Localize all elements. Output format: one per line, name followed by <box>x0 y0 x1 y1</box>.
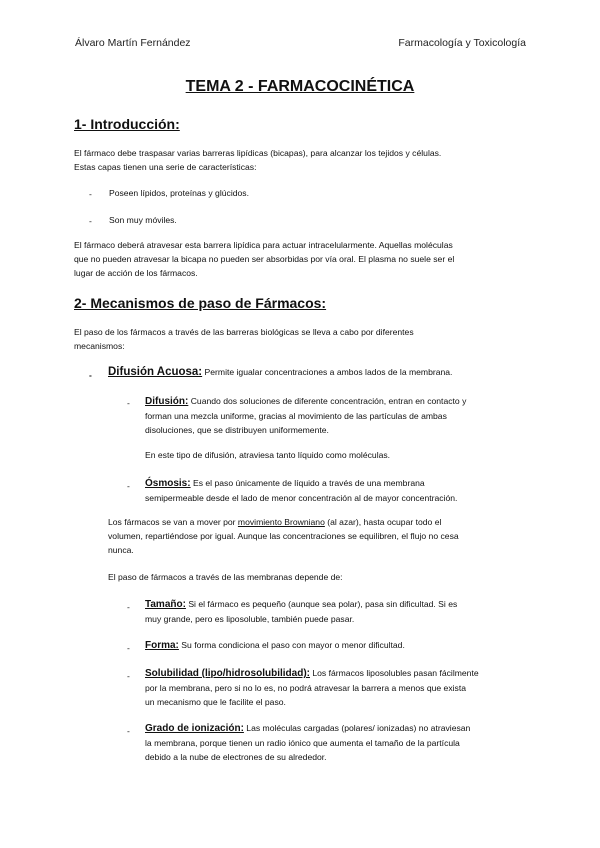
ionizacion-line: debido a la nube de electrones de su alrededor. <box>145 752 327 762</box>
section-1-paragraph <box>74 238 529 280</box>
bullet-dash: - <box>127 481 130 491</box>
header-author: Álvaro Martín Fernández <box>75 37 191 49</box>
factor-ionizacion <box>145 721 545 764</box>
term-difusion: Difusión: <box>145 396 189 407</box>
factor-tamano <box>145 597 545 626</box>
bullet-dash: - <box>89 370 92 380</box>
tamano-line: Si el fármaco es pequeño (aunque sea polar), pasa sin dificultad. Si es <box>188 599 458 609</box>
bullet-item: Son muy móviles. <box>109 215 177 225</box>
intro-line: mecanismos: <box>74 341 125 351</box>
header-subject: Farmacología y Toxicología <box>398 37 526 49</box>
bullet-dash: - <box>127 602 130 612</box>
factor-forma <box>145 638 545 653</box>
ionizacion-line: Las moléculas cargadas (polares/ ionizadas) no atraviesan <box>246 723 471 733</box>
paragraph-line: lugar de acción de los fármacos. <box>74 268 198 278</box>
solubilidad-line: Los fármacos liposolubles pasan fácilmente <box>312 668 479 678</box>
difusion-line: Cuando dos soluciones de diferente concentración, entran en contacto y <box>190 396 467 406</box>
solubilidad-line: por la membrana, pero si no lo es, no podrá atravesar la barrera a menos que exista <box>145 683 467 693</box>
intro-line: Estas capas tienen una serie de características: <box>74 162 257 172</box>
ionizacion-line: la membrana, porque tienen un radio iónico que aumenta el tamaño de la partícula <box>145 738 460 748</box>
difusion-acuosa-text: Permite igualar concentraciones a ambos lados de la membrana. <box>204 367 453 377</box>
browniano-line: nunca. <box>108 545 134 555</box>
difusion-acuosa-item <box>108 365 548 379</box>
bullet-dash: - <box>89 216 92 226</box>
term-difusion-acuosa: Difusión Acuosa: <box>108 366 203 378</box>
paragraph-line: El fármaco deberá atravesar esta barrera lipídica para actuar intracelularmente. Aquellas moléculas <box>74 240 453 250</box>
difusion-note: En este tipo de difusión, atraviesa tanto líquido como moléculas. <box>145 450 391 460</box>
bullet-dash: - <box>89 189 92 199</box>
tamano-line: muy grande, pero es liposoluble, también puede pasar. <box>145 614 355 624</box>
depende-text: El paso de fármacos a través de las membranas depende de: <box>108 572 343 582</box>
page-title: TEMA 2 - FARMACOCINÉTICA <box>185 78 415 95</box>
term-ionizacion: Grado de ionización: <box>145 723 244 734</box>
term-forma: Forma: <box>145 640 179 651</box>
bullet-dash: - <box>127 726 130 736</box>
osmosis-line: semipermeable desde el lado de menor concentración al de mayor concentración. <box>145 493 458 503</box>
browniano-line: volumen, repartiéndose por igual. Aunque las concentraciones se equilibren, el flujo no cesa <box>108 531 459 541</box>
term-solubilidad: Solubilidad (lipo/hidrosolubilidad): <box>145 668 310 679</box>
bullet-dash: - <box>127 643 130 653</box>
difusion-line: disoluciones, que se distribuyen uniformemente. <box>145 425 329 435</box>
factor-solubilidad <box>145 666 545 709</box>
solubilidad-line: un mecanismo que le facilite el paso. <box>145 697 286 707</box>
browniano-link: movimiento Browniano <box>237 517 325 527</box>
section-2-intro <box>74 325 529 353</box>
difusion-line: forman una mezcla uniforme, gracias al movimiento de las partículas de ambas <box>145 411 447 421</box>
section-1-intro <box>74 146 529 174</box>
term-osmosis: Ósmosis: <box>145 478 191 489</box>
section-2-heading: 2- Mecanismos de paso de Fármacos: <box>74 295 327 311</box>
section-1-heading: 1- Introducción: <box>74 116 180 132</box>
browniano-text: Los fármacos se van a mover por <box>108 517 238 527</box>
difusion-item <box>145 394 545 437</box>
osmosis-line: Es el paso únicamente de líquido a través de una membrana <box>192 478 425 488</box>
term-tamano: Tamaño: <box>145 599 186 610</box>
bullet-dash: - <box>127 671 130 681</box>
bullet-dash: - <box>127 398 130 408</box>
intro-line: El fármaco debe traspasar varias barreras lipídicas (bicapas), para alcanzar los tejidos y células. <box>74 148 442 158</box>
browniano-paragraph <box>108 515 528 557</box>
paragraph-line: que no pueden atravesar la bicapa no pueden ser absorbidas por vía oral. El plasma no suele ser el <box>74 254 455 264</box>
forma-line: Su forma condiciona el paso con mayor o menor dificultad. <box>181 640 405 650</box>
bullet-item: Poseen lípidos, proteínas y glúcidos. <box>109 188 249 198</box>
browniano-text: (al azar), hasta ocupar todo el <box>324 517 442 527</box>
intro-line: El paso de los fármacos a través de las barreras biológicas se lleva a cabo por diferentes <box>74 327 414 337</box>
osmosis-item <box>145 476 545 505</box>
